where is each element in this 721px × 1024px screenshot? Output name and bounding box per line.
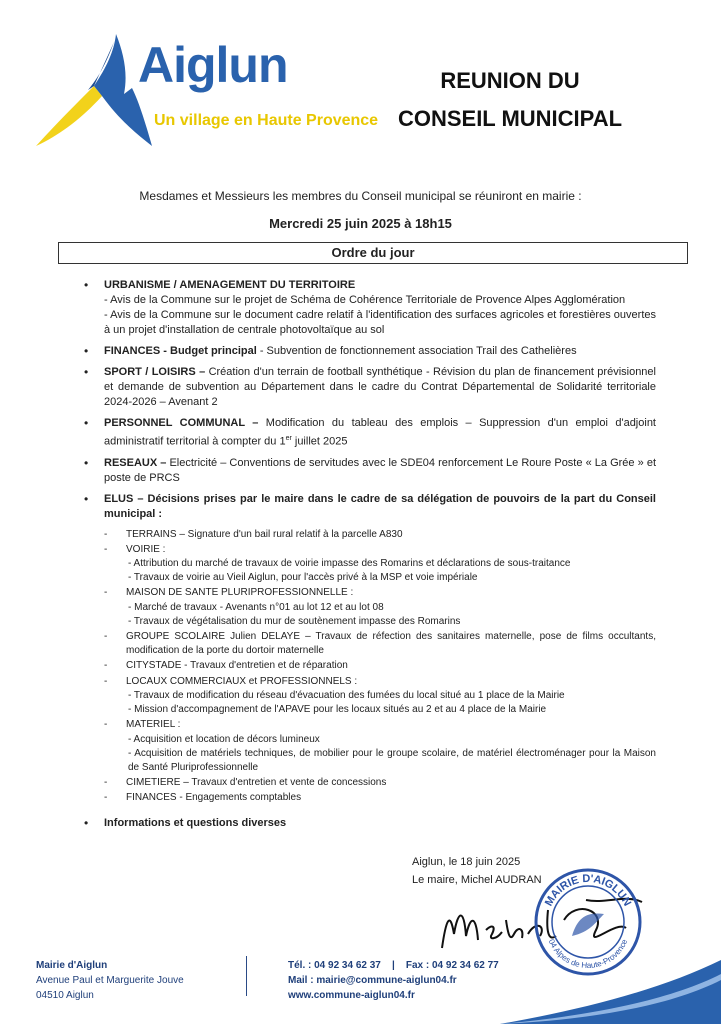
agenda-item-urbanisme (84, 278, 656, 338)
footer-divider (246, 956, 247, 996)
footer-wave-decoration (500, 960, 721, 1024)
footer-mail[interactable]: Mail : mairie@commune-aiglun04.fr (288, 975, 457, 986)
intro-text: Mesdames et Messieurs les membres du Conseil municipal se réuniront en mairie : (139, 189, 582, 203)
agenda-item-reseaux (84, 456, 656, 486)
agenda-item-line: - Avis de la Commune sur le document cadre relatif à l'identification des surfaces agricoles et forestières ouvertes à un projet d'installation de centrale photovoltaïque au sol (104, 309, 656, 336)
bullet-icon: • (84, 365, 89, 379)
bullet-icon: • (84, 344, 89, 358)
elus-decision-line: - Marché de travaux - Avenants n°01 au lot 12 et au lot 08 (128, 601, 384, 613)
agenda-list (84, 278, 656, 837)
elus-decision-title: TERRAINS – Signature d'un bail rural relatif à la parcelle A830 (126, 528, 403, 540)
elus-decision-title: VOIRIE : (126, 543, 166, 555)
stamp-bottom-text: 04 Alpes de Haute-Provence (546, 937, 630, 971)
footer-phone-fax: Tél. : 04 92 34 62 37 | Fax : 04 92 34 62 77 (288, 960, 499, 971)
dash-marker: - (104, 543, 108, 555)
elus-decision-line: - Travaux de voirie au Vieil Aiglun, pour l'accès privé à la MSP et voie impériale (128, 572, 478, 584)
elus-decision-line: - Attribution du marché de travaux de voirie impasse des Romarins et déclarations de sous-traitance (128, 558, 571, 570)
elus-decision-item (104, 543, 656, 586)
agenda-item-title: URBANISME / AMENAGEMENT DU TERRITOIRE (104, 279, 356, 291)
logo-title: Aiglun (138, 37, 288, 93)
agenda-item-elus (84, 492, 656, 806)
elus-decision-title: CIMETIERE – Travaux d'entretien et vente de concessions (126, 777, 387, 789)
agenda-item-sport (84, 365, 656, 410)
meeting-date: Mercredi 25 juin 2025 à 18h15 (269, 216, 452, 231)
bullet-icon: • (84, 278, 89, 292)
bullet-icon: • (84, 455, 89, 470)
elus-decision-item (104, 630, 656, 658)
elus-decision-line: - Mission d'accompagnement de l'APAVE pour les locaux situés au 2 et au 4 place de la Mairie (128, 704, 547, 716)
elus-decision-title: GROUPE SCOLAIRE Julien DELAYE – Travaux de réfection des sanitaires maternelle, pose de films occultants, modification de la porte du dortoir maternelle (126, 631, 656, 657)
elus-decision-title: CITYSTADE - Travaux d'entretien et de réparation (126, 660, 348, 672)
agenda-item-text: juillet 2025 (291, 435, 348, 448)
agenda-item-title: FINANCES - Budget principal (104, 345, 257, 357)
dash-marker: - (104, 792, 108, 804)
agenda-item-title: RESEAUX – (104, 456, 167, 469)
dash-marker: - (104, 675, 108, 687)
agenda-item-title: SPORT / LOISIRS – (104, 366, 206, 378)
agenda-item-finances (84, 344, 656, 359)
footer-address-line1: Avenue Paul et Marguerite Jouve (36, 975, 184, 986)
elus-decision-line: - Travaux de végétalisation du mur de soutènement impasse des Romarins (128, 615, 461, 627)
dash-marker: - (104, 631, 108, 643)
place-date: Aiglun, le 18 juin 2025 (412, 856, 521, 868)
agenda-item-personnel (84, 416, 656, 450)
agenda-item-title: Informations et questions diverses (104, 816, 287, 829)
agenda-item-title: ELUS – Décisions prises par le maire dans le cadre de sa délégation de pouvoirs de la part du Conseil municipal : (104, 492, 656, 520)
agenda-item-line: - Avis de la Commune sur le projet de Schéma de Cohérence Territoriale de Provence Alpes Agglomération (104, 294, 626, 306)
elus-decision-item (104, 776, 656, 790)
elus-decision-item (104, 659, 656, 673)
elus-decision-item (104, 791, 656, 805)
elus-decision-item (104, 528, 656, 542)
dash-marker: - (104, 777, 108, 789)
elus-decision-item (104, 586, 656, 629)
bullet-icon: • (84, 491, 89, 506)
footer-address-line2: 04510 Aiglun (36, 990, 94, 1001)
dash-marker: - (104, 660, 108, 672)
elus-decision-line: - Acquisition et location de décors lumineux (128, 733, 320, 745)
footer-org: Mairie d'Aiglun (36, 960, 108, 971)
signature-block (412, 853, 542, 889)
meeting-title-line1: REUNION DU (440, 68, 580, 93)
meeting-title-line2: CONSEIL MUNICIPAL (397, 106, 623, 131)
agenda-item-text: Modification du tableau des emplois – Suppression d'un emploi d'adjoint administratif territorial à compter du 1 (104, 417, 656, 448)
meeting-title (360, 62, 660, 138)
agenda-item-text: Création d'un terrain de football synthétique - Révision du plan de financement prévisionnel et demande de subvention au Département dans le cadre du Contrat Départemental de Solidarité territoriale 2024-2026 – Avenant 2 (104, 366, 656, 408)
elus-decision-title: MATERIEL : (126, 719, 181, 731)
elus-decisions-list (104, 528, 656, 806)
footer-website[interactable]: www.commune-aiglun04.fr (288, 990, 415, 1001)
stamp-top-text: MAIRIE D'AIGLUN (542, 872, 634, 909)
ordinal-suffix: er (285, 435, 292, 442)
dash-marker: - (104, 587, 108, 599)
footer-address (36, 958, 184, 1003)
elus-decision-item (104, 675, 656, 718)
elus-decision-item (104, 718, 656, 775)
agenda-item-infos (84, 816, 656, 831)
svg-text:MAIRIE D'AIGLUN (543, 873, 633, 908)
agenda-item-title: PERSONNEL COMMUNAL – (104, 417, 259, 429)
bullet-icon: • (84, 416, 89, 430)
agenda-item-text: Electricité – Conventions de servitudes avec le SDE04 renforcement Le Roure Poste « La Grée » et poste de PRCS (104, 456, 656, 484)
agenda-item-text: - Subvention de fonctionnement association Trail des Cathelières (256, 345, 577, 357)
elus-decision-title: LOCAUX COMMERCIAUX et PROFESSIONNELS : (126, 675, 358, 687)
agenda-title: Ordre du jour (58, 242, 688, 264)
signer-name: Le maire, Michel AUDRAN (412, 874, 542, 886)
bullet-icon: • (84, 815, 89, 830)
elus-decision-title: MAISON DE SANTE PLURIPROFESSIONNELLE : (126, 587, 354, 599)
footer-contact (288, 958, 499, 1003)
elus-decision-title: FINANCES - Engagements comptables (126, 792, 302, 804)
dash-marker: - (104, 528, 108, 540)
elus-decision-line: - Acquisition de matériels techniques, de mobilier pour le groupe scolaire, de matériel électroménager pour la Maison de Santé Pluriprofessionnelle (128, 747, 656, 773)
elus-decision-line: - Travaux de modification du réseau d'évacuation des fumées du local situé au 1 place de la Mairie (128, 689, 565, 701)
logo-subtitle: Un village en Haute Provence (154, 112, 379, 129)
dash-marker: - (104, 719, 108, 731)
